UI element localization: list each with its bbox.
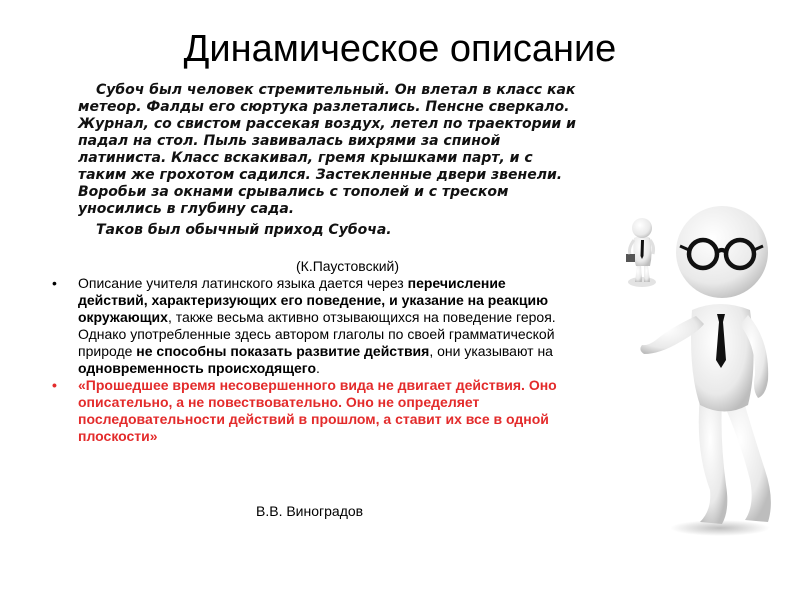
bullet-item-analysis <box>52 275 577 377</box>
text-run-bold: перечисление действий, характеризующих его поведение, и указание на реакцию окружающих <box>78 275 549 325</box>
text-run: , также весьма активно отзывающихся на поведение героя. Однако употребленные здесь автором глаголы по своей грамматической природе <box>78 309 556 359</box>
text-run-bold: не способны показать развитие действия <box>136 343 430 359</box>
text-run: . <box>316 360 320 376</box>
quote-source: (К.Паустовский) <box>296 258 399 274</box>
quote-paragraph: Субоч был человек стремительный. Он влетал в класс как метеор. Фалды его сюртука разлетались. Пенсне сверкало. Журнал, со свистом рассекая воздух, летел по траектории и падал на стол. Пыль завивалась вихрями за спиной латиниста. Класс вскакивал, гремя крышками парт, и с таким же грохотом садился. Застекленные двери звенели. Воробьи за окнами срывались с тополей и с треском уносились в глубину сада. <box>78 82 576 217</box>
slide-title: Динамическое описание <box>183 28 617 70</box>
bullet-item-citation: • «Прошедшее время несовершенного вида не двигает действия. Оно описательно, а не повествовательно. Оно не определяет последовательности действий в прошлом, а ставит их все в одной плоскости» <box>52 377 577 445</box>
literary-quote <box>78 82 578 239</box>
text-run: Описание учителя латинского языка дается через <box>78 275 408 291</box>
text-run: , они указывают на <box>429 343 553 359</box>
citation-author: В.В. Виноградов <box>256 503 364 519</box>
text-run-bold: одновременность происходящего <box>78 360 317 376</box>
illustration-figure <box>600 190 790 540</box>
bullet-list <box>52 275 577 445</box>
quote-paragraph: Таков был обычный приход Субоча. <box>96 222 392 238</box>
